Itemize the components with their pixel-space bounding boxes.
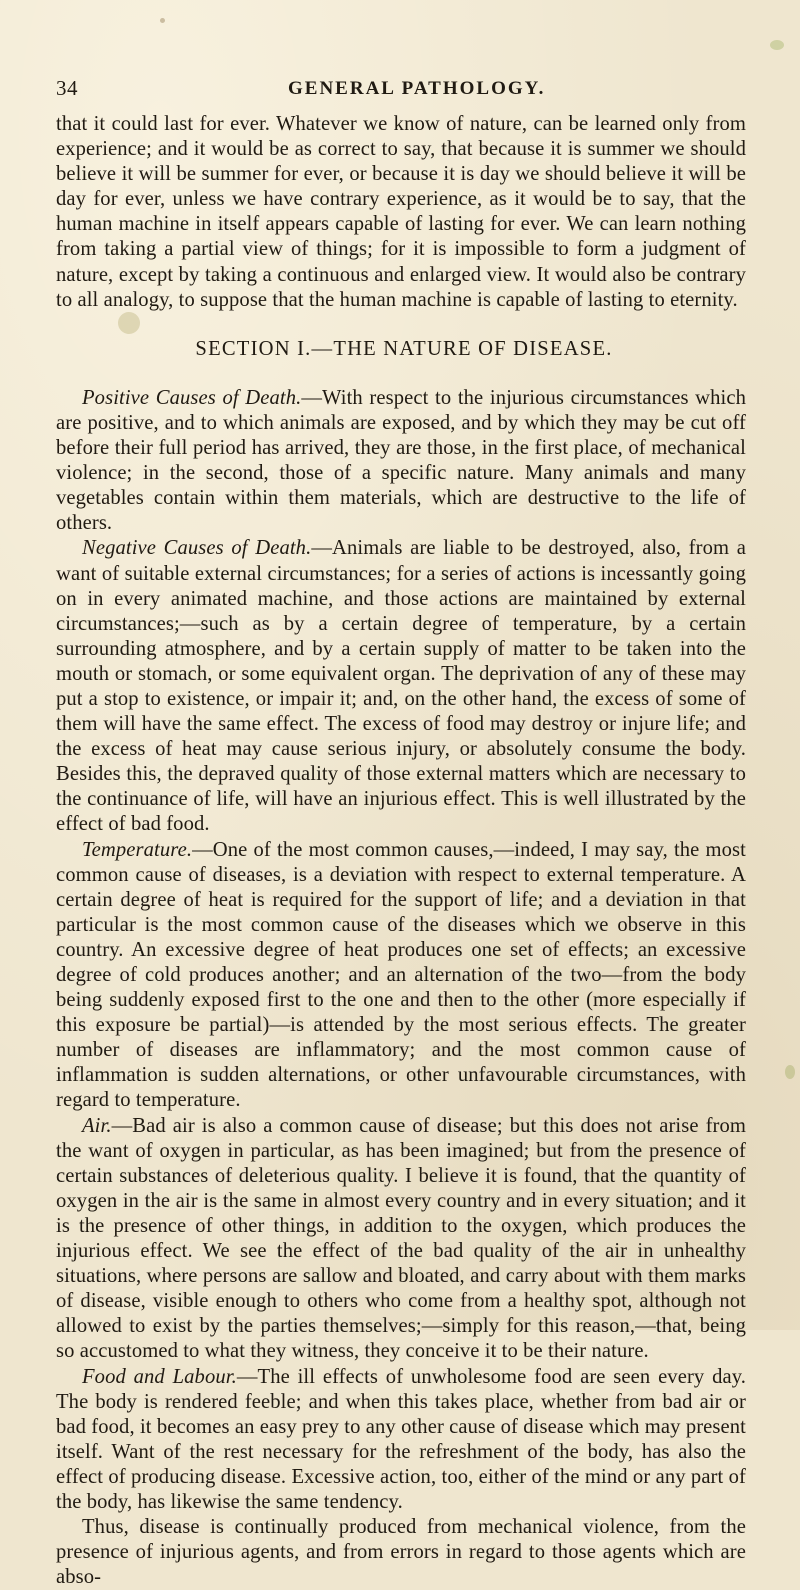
- paragraph-text: —One of the most common causes,—indeed, I may say, the most common cause of diseases, is a deviation with respect to external temperature. A certain degree of heat is required for the support of life; and a deviation in that particular is the most common cause of the diseases which we observe in this country. An excessive degree of heat produces one set of effects; an excessive degree of cold produces another; and an alternation of the two—from the body being suddenly exposed first to the one and then to the other (more especially if this exposure be partial)—is attended by the most serious effects. The greater number of diseases are inflammatory; and the most common cause of inflammation is sudden alternations, or other unfavourable circumstances, with regard to temperature.: [56, 838, 746, 1112]
- paragraph: [56, 386, 746, 537]
- opening-paragraph: that it could last for ever. Whatever we know of nature, can be learned only from experience; and it would be as correct to say, that because it is summer we should believe it will be summer for ever, or because it is day we should believe it will be day for ever, unless we have contrary experience, as it would be to say, that the human machine in itself appears capable of lasting for ever. We can learn nothing from taking a partial view of things; for it is impossible to form a judgment of nature, except by taking a continuous and enlarged view. It would also be contrary to all analogy, to suppose that the human machine is capable of lasting to eternity.: [56, 113, 746, 311]
- paragraph-text: —Animals are liable to be destroyed, also, from a want of suitable external circumstances; for a series of actions is incessantly going on in every animated machine, and those actions are maintained by external circumstances;—such as by a certain degree of temperature, by a certain surrounding atmosphere, and by a certain supply of matter to be taken into the mouth or stomach, or some equivalent organ. The deprivation of any of these may put a stop to existence, or impair it; and, on the other hand, the excess of some of them will have the same effect. The excess of food may destroy or injure life; and the excess of heat may cause serious injury, or absolutely consume the body. Besides this, the depraved quality of those external matters which are necessary to the continuance of life, will have an injurious effect. This is well illustrated by the effect of bad food.: [56, 537, 746, 836]
- paragraph: [56, 1114, 746, 1365]
- paragraph-lead: Positive Causes of Death.: [82, 386, 302, 409]
- paper-speck: [785, 1065, 795, 1079]
- paragraph-text: —The ill effects of unwholesome food are seen every day. The body is rendered feeble; and when this takes place, whether from bad air or bad food, it becomes an easy prey to any other cause of disease which may present itself. Want of the rest necessary for the refreshment of the body, has also the effect of producing disease. Excessive action, too, either of the mind or any part of the body, has likewise the same tendency.: [56, 1365, 747, 1513]
- section-heading: SECTION I.—THE NATURE OF DISEASE.: [195, 337, 613, 360]
- page-header: [56, 76, 756, 106]
- running-head: GENERAL PATHOLOGY.: [288, 78, 546, 99]
- paragraph-lead: Air.: [82, 1114, 112, 1137]
- paragraph: [56, 838, 746, 1114]
- paragraph-text: Thus, disease is continually produced from mechanical violence, from the presence of injurious agents, and from errors in regard to those agents which are abso-: [56, 1516, 746, 1589]
- paragraph-lead: Food and Labour.: [82, 1365, 237, 1388]
- paragraph-lead: Temperature.: [82, 838, 193, 861]
- paragraph: [56, 536, 746, 837]
- paragraph-text: —With respect to the injurious circumstances which are positive, and to which animals are exposed, and by which they may be cut off before their full period has arrived, they are those, in the first place, of mechanical violence; in the second, those of a specific nature. Many animals and many vegetables contain within them materials, which are destructive to the life of others.: [56, 386, 746, 535]
- paper-speck: [160, 18, 165, 23]
- page-number: 34: [56, 76, 78, 100]
- paragraph-lead: Negative Causes of Death.: [82, 537, 312, 560]
- paragraph: [56, 1515, 746, 1590]
- paper-speck: [770, 40, 784, 50]
- paragraph: [56, 1365, 746, 1516]
- body-text: [56, 112, 746, 1590]
- paragraph-text: —Bad air is also a common cause of disease; but this does not arise from the want of oxygen in particular, as has been imagined; but from the presence of certain substances of deleterious quality. I believe it is found, that the quantity of oxygen in the air is the same in almost every country and in every situation; and it is the presence of other things, in addition to the oxygen, which produces the injurious effect. We see the effect of the bad quality of the air in unhealthy situations, where persons are sallow and bloated, and carry about with them marks of disease, visible enough to others who come from a healthy spot, although not allowed to exist by the parties themselves;—simply for this reason,—that, being so accustomed to what they witness, they conceive it to be their nature.: [56, 1114, 746, 1363]
